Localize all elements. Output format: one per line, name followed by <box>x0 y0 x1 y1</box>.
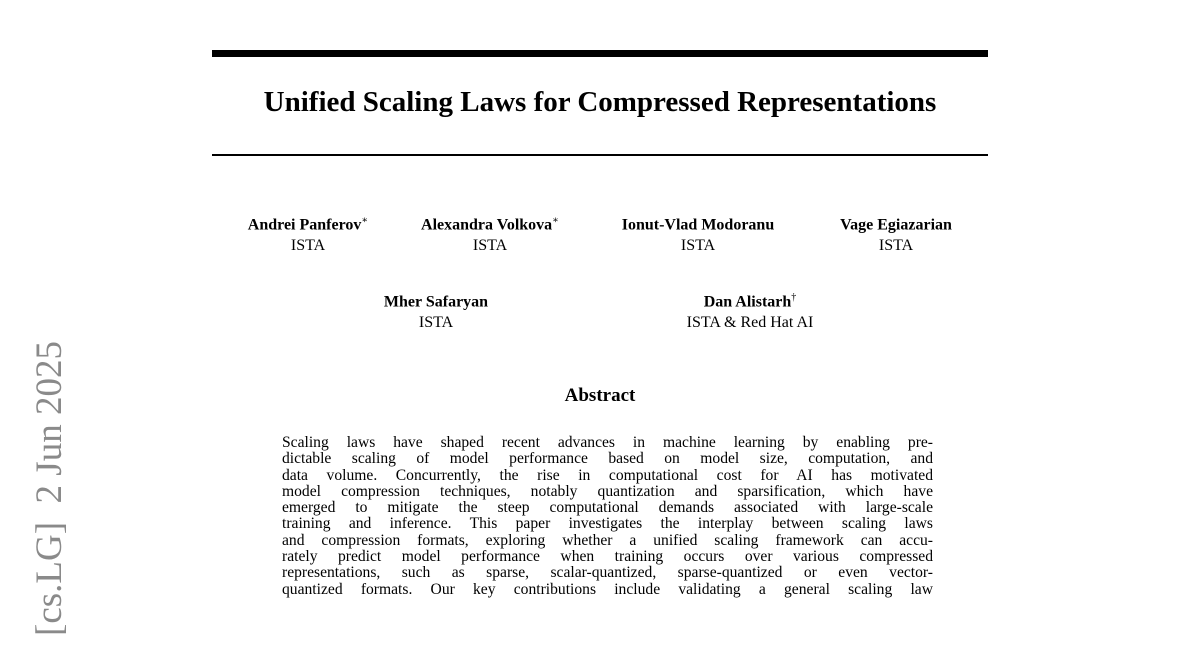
author: Alexandra Volkova∗ ISTA <box>370 210 610 256</box>
abstract-line: emerged to mitigate the steep computational demands associated with large-scale <box>282 499 933 517</box>
affiliation: ISTA <box>472 237 508 255</box>
abstract-line: model compression techniques, notably quantization and sparsification, which have <box>282 482 933 500</box>
affiliation: ISTA & Red Hat AI <box>686 314 814 332</box>
affiliation: ISTA <box>680 237 716 255</box>
abstract-heading: Abstract <box>564 385 636 406</box>
arxiv-date: 2 Jun 2025 <box>29 341 70 504</box>
affiliation: ISTA <box>878 237 914 255</box>
abstract-line: representations, such as sparse, scalar-quantized, sparse-quantized or even vector- <box>282 564 933 582</box>
arxiv-category: [cs.LG] <box>29 521 70 636</box>
author: Vage Egiazarian ISTA <box>776 210 1016 256</box>
paper-title: Unified Scaling Laws for Compressed Representations <box>263 86 937 118</box>
affiliation: ISTA <box>290 237 326 255</box>
affiliation: ISTA <box>418 314 454 332</box>
author: Ionut-Vlad Modoranu ISTA <box>578 210 818 256</box>
abstract-line: and compression formats, exploring whether a unified scaling framework can accu- <box>282 531 933 549</box>
author: Mher Safaryan ISTA <box>316 287 556 333</box>
abstract-line: quantized formats. Our key contributions include validating a general scaling law <box>282 580 933 598</box>
abstract-line: Scaling laws have shaped recent advances in machine learning by enabling pre- <box>282 434 933 451</box>
abstract-line: dictable scaling of model performance based on model size, computation, and <box>282 450 933 468</box>
author: Andrei Panferov∗ ISTA <box>188 210 428 256</box>
arxiv-stamp <box>28 341 72 636</box>
top-rule <box>212 50 988 57</box>
abstract-body <box>282 435 933 598</box>
author: Dan Alistarh† ISTA & Red Hat AI <box>630 287 870 333</box>
abstract-line: training and inference. This paper investigates the interplay between scaling laws <box>282 515 933 533</box>
abstract-line: data volume. Concurrently, the rise in computational cost for AI has motivated <box>282 466 933 484</box>
abstract-line: rately predict model performance when training occurs over various compressed <box>282 548 933 566</box>
title-rule <box>212 154 988 156</box>
